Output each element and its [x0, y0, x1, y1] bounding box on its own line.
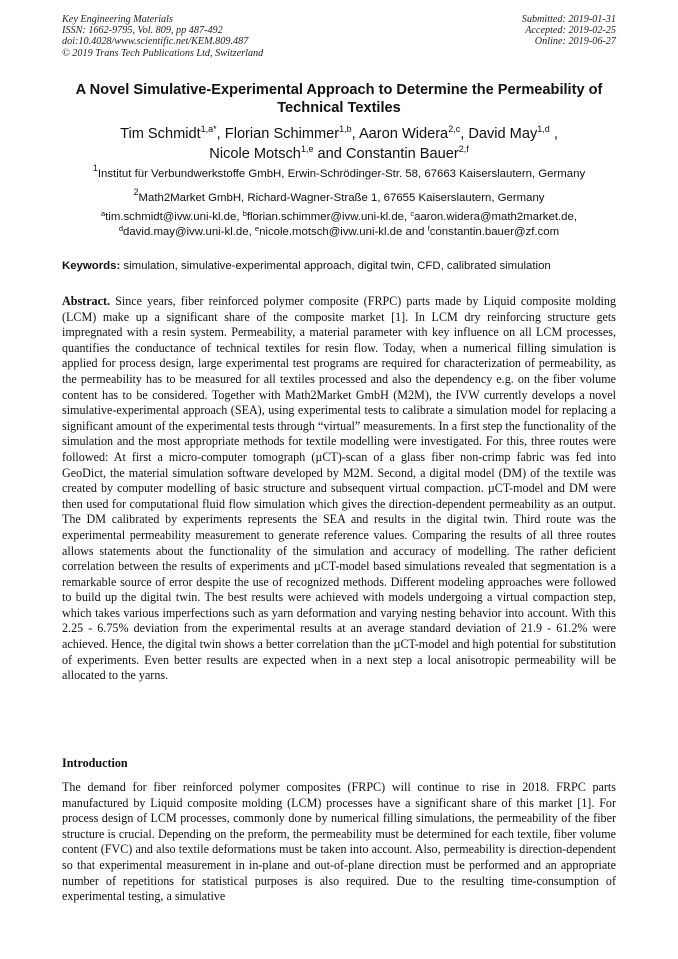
submitted-date: Submitted: 2019-01-31	[521, 14, 616, 25]
email[interactable]: $^c$aaron.widera@math2market.de	[410, 209, 574, 223]
online-date: Online: 2019-06-27	[534, 36, 616, 48]
section-heading-introduction: Introduction	[62, 756, 128, 770]
journal-info	[62, 14, 263, 59]
abstract	[62, 294, 616, 684]
affiliation-1: $^1$Institut für Verbundwerkstoffe GmbH, Erwin-Schrödinger-Str. 58, 67663 Kaiserslautern, Germany	[92, 163, 586, 180]
abstract-text: Since years, fiber reinforced polymer composite (FRPC) parts made by Liquid composite molding (LCM) make up a significant share of the composite market [1]. In LCM dry reinforcing structure gets impregnated with a resin system. Permeability, a material parameter with key influence on all LCM processes, quantifies the conductance of technical textiles for resin flow. Today, when a numerical filling simulation is applied for process design, large experimental test programs are required for characterization of permeability, as the permeability has to be measured for all textiles processed and also the dependency e.g. on the fiber volume content has to be considered. Together with Math2Market GmbH (M2M), the IVW currently develops a novel simulative-experimental approach (SEA), using experimental tests to calibrate a simulation model for replacing a significant amount of the experimental tests through “virtual” measurements. In a first step the functionality of the simulation and the most appropriate methods for textile modelling were investigated. For this, three routes were followed: At first a micro-computer tomograph (µCT)-scan of a glass fiber non-crimp fabric was fed into GeoDict, the material simulation software developed by M2M. Second, a digital model (DM) of the textile was created by computer modelling of basic structure and subsequent virtual compaction. µCT-model and DM were then used for computational fluid flow simulation which gives the direction-dependent permeability as an output. The DM calibrated by experiments represents the SEA and results in the digital twin. Third route was the experimental permeability measurement to generate reference values. Comparing the results of all three routes allows statements about the functionality of the simulation and accuracy of modelling. The rather deficient correlation between the results of experiments and µCT-model based simulations revealed that segmentation is a remarkable source of error despite the use of recognized methods. Different modeling approaches were followed to build up the digital twin. The best results were achieved with models undergoing a virtual compaction step, which takes various imperfections such as yarn deformation and varying nesting behavior into account. With this 2.25 - 6.75% deviation from the experimental results at an average standard deviation of 21.9 - 61.2% were achieved. Hence, the digital twin shows a better correlation than the µCT-model and high potential for substitution of experiments. Even better results are expected when in a next step a local anisotropic permeability will be allocated to the yarns.	[62, 294, 616, 683]
issn-line: ISSN: 1662-9795, Vol. 809, pp 487-492	[62, 25, 223, 37]
author-list	[62, 124, 616, 164]
journal-name: Key Engineering Materials	[62, 14, 173, 25]
doi-line[interactable]: doi:10.4028/www.scientific.net/KEM.809.487	[62, 36, 249, 48]
abstract-label: Abstract.	[62, 294, 111, 308]
author: Tim Schmidt$^{1,a*}$,	[120, 124, 225, 142]
keywords-label: Keywords:	[62, 260, 121, 272]
accepted-date: Accepted: 2019-02-25	[525, 25, 616, 37]
email[interactable]: $^e$nicole.motsch@ivw.uni-kl.de	[254, 224, 403, 238]
author: David May$^{1,d}$ ,	[468, 124, 558, 142]
paper-title: A Novel Simulative-Experimental Approach to Determine the Permeability of Technical Textiles	[75, 82, 603, 116]
author: Florian Schimmer$^{1,b}$,	[224, 124, 359, 142]
email[interactable]: $^d$david.may@ivw.uni-kl.de	[118, 224, 249, 238]
affiliation-2: $^2$Math2Market GmbH, Richard-Wagner-Straße 1, 67655 Kaiserslautern, Germany	[133, 187, 545, 204]
author: Aaron Widera$^{2,c}$,	[358, 124, 469, 142]
email[interactable]: $^f$constantin.bauer@zf.com	[427, 224, 560, 238]
copyright-line: © 2019 Trans Tech Publications Ltd, Switzerland	[62, 47, 264, 59]
author: Constantin Bauer$^{2,f}$	[345, 144, 469, 162]
keywords	[62, 260, 616, 272]
email[interactable]: $^a$tim.schmidt@ivw.uni-kl.de	[100, 209, 237, 223]
introduction-text: The demand for fiber reinforced polymer composites (FRPC) will continue to rise in 2018. FRPC parts manufactured by Liquid composite molding (LCM) processes have a significant share of this market [1]. For process design of LCM processes, commonly done by numerical filling simulations, the permeability of the fiber structure is crucial. Depending on the preform, the permeability must be determined for each textile, fiber volume content (FVC) and also textile deformations must be taken into account. Also, permeability is direction-dependent so that experimental measurement in in-plane and out-of-plane direction must be performed and an appropriate number of repetitions for statistical purposes is also required. Due to the resulting time-consumption of experimental testing, a simulative	[62, 780, 616, 904]
email[interactable]: $^b$florian.schimmer@ivw.uni-kl.de	[242, 209, 405, 223]
email-list: $^a$tim.schmidt@ivw.uni-kl.de, $^b$florian.schimmer@ivw.uni-kl.de, $^c$aaron.widera@math2market.de, $^d$david.may@ivw.uni-kl.de, $^e$nicole.motsch@ivw.uni-kl.de and $^f$constantin.bauer@zf.com	[100, 209, 578, 238]
publication-dates	[522, 14, 616, 48]
author: Nicole Motsch$^{1,e}$ and	[209, 144, 346, 162]
keywords-text: simulation, simulative-experimental approach, digital twin, CFD, calibrated simulation	[123, 260, 551, 272]
